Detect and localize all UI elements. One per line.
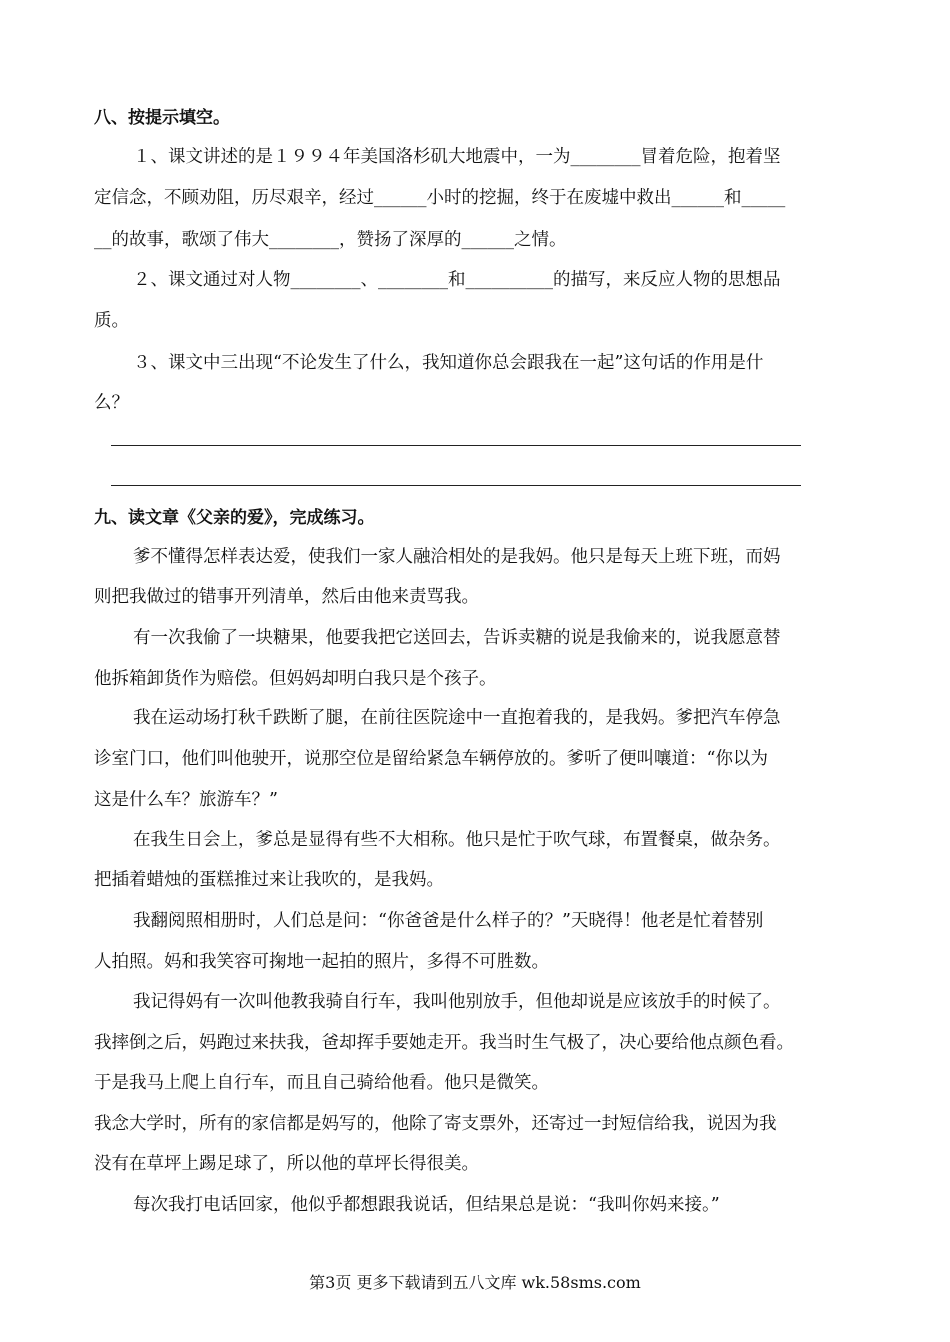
passage-line: 这是什么车？旅游车？”	[94, 790, 278, 810]
q2-line-2: 质。	[94, 311, 129, 331]
section-8-heading: 八、按提示填空。	[94, 108, 230, 128]
passage-line: 诊室门口，他们叫他驶开，说那空位是留给紧急车辆停放的。爹听了便叫嚷道：“你以为	[94, 749, 768, 769]
passage-line: 他拆箱卸货作为赔偿。但妈妈却明白我只是个孩子。	[94, 669, 497, 689]
answer-line	[111, 485, 801, 486]
passage-line: 每次我打电话回家，他似乎都想跟我说话，但结果总是说：“我叫你妈来接。”	[133, 1195, 720, 1215]
section-9-heading: 九、读文章《父亲的爱》，完成练习。	[94, 508, 375, 528]
passage-line: 我翻阅照相册时，人们总是问：“你爸爸是什么样子的？”天晓得！他老是忙着替别	[133, 911, 764, 931]
q2-line-1: ２、课文通过对人物________、________和__________的描写，来反应人物的思想品	[133, 270, 781, 290]
passage-line: 我摔倒之后，妈跑过来扶我，爸却挥手要她走开。我当时生气极了，决心要给他点颜色看。	[94, 1033, 794, 1053]
passage-line: 有一次我偷了一块糖果，他要我把它送回去，告诉卖糖的说是我偷来的，说我愿意替	[133, 628, 781, 648]
passage-line: 则把我做过的错事开列清单，然后由他来责骂我。	[94, 587, 479, 607]
q3-line-2: 么？	[94, 393, 129, 413]
passage-line: 我念大学时，所有的家信都是妈写的，他除了寄支票外，还寄过一封短信给我，说因为我	[94, 1114, 777, 1134]
passage-line: 于是我马上爬上自行车，而且自己骑给他看。他只是微笑。	[94, 1073, 549, 1093]
q3-line-1: ３、课文中三出现“不论发生了什么，我知道你总会跟我在一起”这句话的作用是什	[133, 353, 764, 373]
passage-line: 把插着蜡烛的蛋糕推过来让我吹的，是我妈。	[94, 870, 444, 890]
passage-line: 我记得妈有一次叫他教我骑自行车，我叫他别放手，但他却说是应该放手的时候了。	[133, 992, 781, 1012]
q1-line-2: 定信念，不顾劝阻，历尽艰辛，经过______小时的挖掘，终于在废墟中救出______和_____	[94, 188, 786, 208]
answer-line	[111, 445, 801, 446]
q1-line-3: __的故事，歌颂了伟大________，赞扬了深厚的______之情。	[94, 230, 567, 250]
passage-line: 爹不懂得怎样表达爱，使我们一家人融洽相处的是我妈。他只是每天上班下班，而妈	[133, 547, 781, 567]
passage-line: 人拍照。妈和我笑容可掬地一起拍的照片，多得不可胜数。	[94, 952, 549, 972]
passage-line: 没有在草坪上踢足球了，所以他的草坪长得很美。	[94, 1154, 479, 1174]
q1-line-1: １、课文讲述的是１９９４年美国洛杉矶大地震中，一为________冒着危险，抱着坚	[133, 147, 781, 167]
passage-line: 我在运动场打秋千跌断了腿，在前往医院途中一直抱着我的，是我妈。爹把汽车停急	[133, 708, 781, 728]
passage-line: 在我生日会上，爹总是显得有些不大相称。他只是忙于吹气球，布置餐桌，做杂务。	[133, 830, 781, 850]
page-footer: 第3页 更多下载请到五八文库 wk.58sms.com	[309, 1273, 641, 1292]
